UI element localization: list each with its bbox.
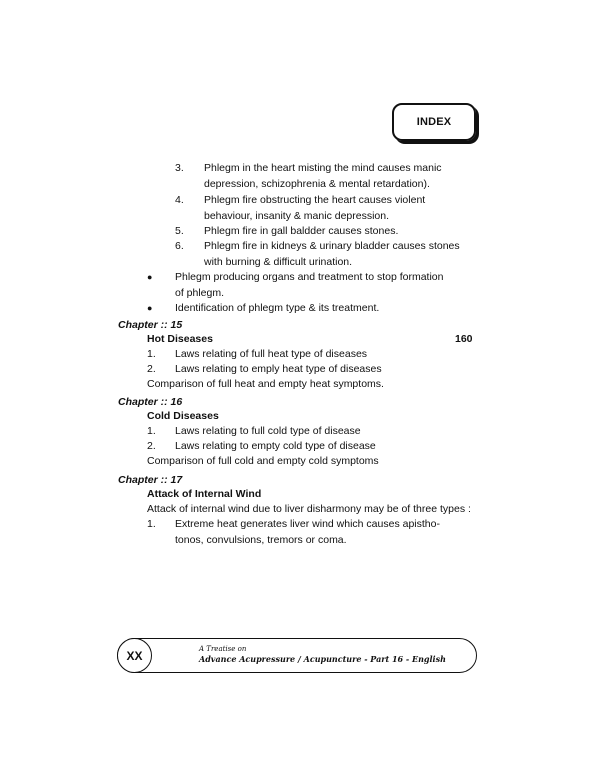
list-item-text: Laws relating to emply heat type of diseases xyxy=(175,363,382,375)
bullet-text: Identification of phlegm type & its treatment. xyxy=(175,302,380,314)
chapter-label: Chapter :: 15 xyxy=(118,319,183,331)
list-item-number: 4. xyxy=(175,194,184,206)
chapter-title: Cold Diseases xyxy=(147,410,219,422)
footer-page-badge xyxy=(117,638,152,673)
list-item-text: Laws relating to empty cold type of disease xyxy=(175,440,376,452)
chapter-label: Chapter :: 17 xyxy=(118,474,183,486)
index-header-box xyxy=(392,103,476,141)
index-label: INDEX xyxy=(416,116,452,128)
list-item-number: 1. xyxy=(147,518,156,530)
list-item-text: Phlegm fire in gall baldder causes stones. xyxy=(204,225,399,237)
list-item-text: Extreme heat generates liver wind which causes apistho- xyxy=(175,518,440,530)
bullet-text: of phlegm. xyxy=(175,287,225,299)
page-number: 160 xyxy=(455,333,473,345)
footer-page-number: XX xyxy=(126,648,143,663)
list-item-number: 6. xyxy=(175,240,184,252)
chapter-summary: Comparison of full cold and empty cold symptoms xyxy=(147,455,379,467)
list-item-text: Phlegm in the heart misting the mind causes manic xyxy=(204,162,442,174)
list-item-text: Laws relating to full cold type of disease xyxy=(175,425,361,437)
list-item-number: 1. xyxy=(147,348,156,360)
footer-book-title: Advance Acupressure / Acupuncture - Part 16 - English xyxy=(199,654,446,664)
chapter-label: Chapter :: 16 xyxy=(118,396,183,408)
list-item-number: 2. xyxy=(147,363,156,375)
chapter-title: Hot Diseases xyxy=(147,333,213,345)
list-item-text: Phlegm fire obstructing the heart causes violent xyxy=(204,194,426,206)
list-item-number: 1. xyxy=(147,425,156,437)
list-item-text: behaviour, insanity & manic depression. xyxy=(204,210,390,222)
list-item-text: with burning & difficult urination. xyxy=(204,256,353,268)
list-item-number: 3. xyxy=(175,162,184,174)
bullet-icon: ● xyxy=(147,272,153,282)
chapter-summary: Comparison of full heat and empty heat symptoms. xyxy=(147,378,384,390)
chapter-intro: Attack of internal wind due to liver disharmony may be of three types : xyxy=(147,503,471,515)
bullet-text: Phlegm producing organs and treatment to stop formation xyxy=(175,271,444,283)
list-item-text: tonos, convulsions, tremors or coma. xyxy=(175,534,347,546)
bullet-icon: ● xyxy=(147,303,153,313)
list-item-number: 2. xyxy=(147,440,156,452)
list-item-number: 5. xyxy=(175,225,184,237)
list-item-text: depression, schizophrenia & mental retardation). xyxy=(204,178,430,190)
chapter-title: Attack of Internal Wind xyxy=(147,488,262,500)
footer-book-prefix: A Treatise on xyxy=(199,645,247,653)
list-item-text: Laws relating of full heat type of diseases xyxy=(175,348,368,360)
list-item-text: Phlegm fire in kidneys & urinary bladder causes stones xyxy=(204,240,460,252)
